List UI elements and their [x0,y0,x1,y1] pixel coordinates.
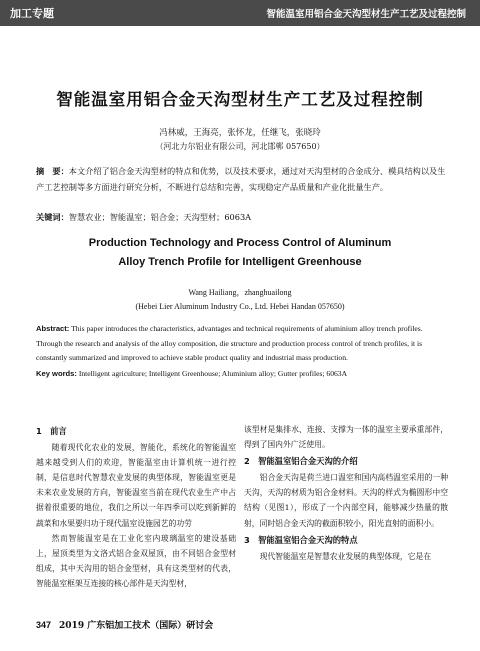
abstract-en-text: This paper introduces the characteristics, advantages and technical requirements of aluminium alloy trench profiles. Through the research and analysis of the alloy composition, die structure and production process control of trench profiles, it is constantly summarized and improved to achieve stable product quality and industrial mass production. [36,324,423,363]
section-heading: 1 前言 [36,426,67,436]
paragraph: 随着现代化农业的发展，智能化，系统化的智能温室越来越受到人们的欢迎，智能温室由计算机统一进行控制，是信息时代智慧农业发展的典型体现，智能温室更是未来农业发展的方向，智能温室当前在现代农业生产中占据着很重要的地位，我们之所以一年四季可以吃到新鲜的蔬菜和水果要归功于现代温室设施园艺的功劳 [36,443,236,528]
paragraph: 现代智能温室是智慧农业发展的典型体现，它是在 [259,551,432,561]
keywords-en-text: Intelligent agriculture; Intelligent Greenhouse; Aluminium alloy; Gutter profiles; 6063A [76,369,348,378]
journal-name: 2019 广东铝加工技术（国际）研讨会 [59,621,214,631]
keywords-en [36,368,448,380]
authors-cn: 冯林威，王海亮，张怀龙，任继飞，张晓玲 [159,128,321,138]
body-column-left [36,422,236,591]
keywords-cn-text: 智慧农业；智能温室；铝合金；天沟型材；6063A [68,212,252,222]
title-en-line2: Alloy Trench Profile for Intelligent Greenhouse [118,256,362,268]
affiliation-cn: （河北力尔铝业有限公司，河北邯郸 057650） [155,142,325,151]
section-heading: 2 智能温室铝合金天沟的介绍 [244,456,358,467]
keywords-en-label: Key words: [36,369,77,378]
page-number: 347 [36,620,52,630]
abstract-cn-text: 本文介绍了铝合金天沟型材的特点和优势，以及技术要求，通过对天沟型材的合金成分、模具结构以及生产工艺控制等多方面进行研究分析，不断进行总结和完善，实现稳定产品质量和产业化批量生产。 [36,166,446,192]
paragraph: 然而智能温室是在工业化室内玻璃温室的建设基础上，屋顶类型为文洛式铝合金双屋顶，由不同铝合金型材组成，其中天沟用的铝合金型材，具有这类型材的代表，智能温室框架互连接的核心部件是天沟型材， [36,533,236,588]
keywords-cn [36,210,446,224]
paragraph: 该型材是集排水、连接、支撑为一体的温室主要承重部件，得到了国内外广泛使用。 [244,425,448,450]
section-label: 加工专题 [10,7,54,20]
abstract-cn-label: 摘 要： [36,166,69,176]
section-heading: 3 智能温室铝合金天沟的特点 [244,534,358,545]
authors-en: Wang Hailiang，zhanghuailong [188,288,292,297]
running-header [0,0,480,26]
page-footer [36,618,213,631]
running-title: 智能温室用铝合金天沟型材生产工艺及过程控制 [266,9,466,20]
title-cn: 智能温室用铝合金天沟型材生产工艺及过程控制 [56,90,424,109]
paragraph: 铝合金天沟是荷兰进口温室和国内高档温室采用的一种天沟，天沟的材质为铝合金材料。天沟的样式为椭圆形中空结构（见图1），形成了一个内部空间，能够减少热量的散射，同时铝合金天沟的截面积较小，阳光直射的面积小。 [244,473,448,528]
keywords-cn-label: 关键词： [36,212,69,222]
abstract-en-label: Abstract: [36,324,70,333]
title-en-line1: Production Technology and Process Control of Aluminum [88,237,392,249]
body-column-right [244,422,448,564]
abstract-en [36,322,448,366]
abstract-cn [36,164,446,195]
affiliation-en: (Hebei Lier Aluminum Industry Co., Ltd. Hebei Handan 057650) [135,302,345,311]
